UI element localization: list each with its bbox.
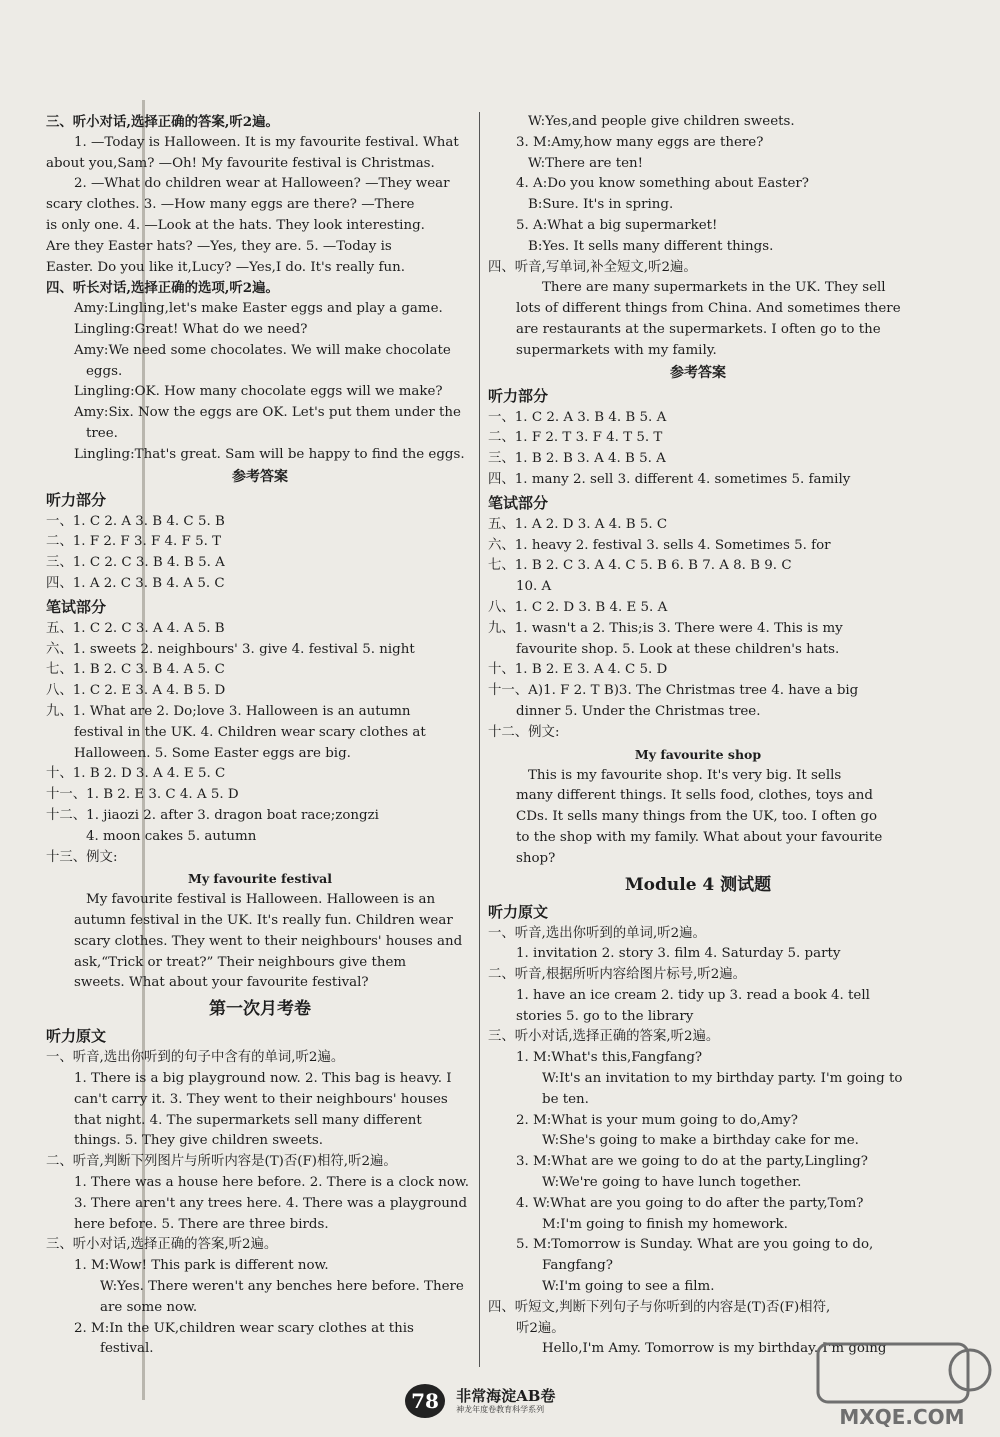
page-number: 78 xyxy=(405,1384,445,1418)
series-subtitle: 神龙年度卷教育科学系列 xyxy=(456,1405,545,1414)
right-line: dinner 5. Under the Christmas tree. xyxy=(516,703,761,719)
right-line: 10. A xyxy=(516,579,552,595)
right-line: 3. M:What are we going to do at the party,Lingling? xyxy=(516,1154,868,1170)
right-line: 九、1. wasn't a 2. This;is 3. There were 4. This is my xyxy=(488,620,843,636)
right-line: 笔试部分 xyxy=(488,493,549,512)
left-line: are some now. xyxy=(100,1299,198,1315)
right-line: W:I'm going to see a film. xyxy=(542,1279,715,1295)
left-line: things. 5. They give children sweets. xyxy=(74,1133,323,1149)
right-line: stories 5. go to the library xyxy=(516,1008,694,1024)
left-line: 4. moon cakes 5. autumn xyxy=(86,828,257,844)
right-line: many different things. It sells food, clothes, toys and xyxy=(516,788,873,804)
right-line: Fangfang? xyxy=(542,1258,613,1274)
left-line: ask,“Trick or treat?” Their neighbours give them xyxy=(74,954,407,970)
right-line: shop? xyxy=(516,850,556,866)
right-line: 七、1. B 2. C 3. A 4. C 5. B 6. B 7. A 8. B 9. C xyxy=(488,558,792,574)
right-line: 一、1. C 2. A 3. B 4. B 5. A xyxy=(488,409,667,425)
left-line: 一、听音,选出你听到的句子中含有的单词,听2遍。 xyxy=(46,1050,345,1066)
right-line: W:We're going to have lunch together. xyxy=(542,1175,802,1191)
right-line: 4. A:Do you know something about Easter? xyxy=(516,176,809,192)
right-line: favourite shop. 5. Look at these children's hats. xyxy=(516,641,840,657)
left-line: W:Yes. There weren't any benches here before. There xyxy=(100,1279,464,1295)
left-line: tree. xyxy=(86,425,118,441)
left-line: can't carry it. 3. They went to their neighbours' houses xyxy=(74,1091,448,1107)
left-line: 3. There aren't any trees here. 4. There was a playground xyxy=(74,1195,468,1211)
left-line: festival in the UK. 4. Children wear scary clothes at xyxy=(74,724,426,740)
right-line: W:It's an invitation to my birthday party. I'm going to xyxy=(542,1071,903,1087)
right-line: be ten. xyxy=(542,1091,589,1107)
right-line: My favourite shop xyxy=(634,746,762,762)
left-line: Amy:Lingling,let's make Easter eggs and play a game. xyxy=(74,301,443,317)
left-line: My favourite festival xyxy=(187,871,333,887)
left-line: 1. There was a house here before. 2. There is a clock now. xyxy=(74,1175,470,1191)
right-line: 二、听音,根据所听内容给图片标号,听2遍。 xyxy=(488,967,747,983)
right-line: lots of different things from China. And sometimes there xyxy=(516,301,901,317)
left-line: 1. —Today is Halloween. It is my favourite festival. What xyxy=(74,134,459,150)
right-line: 参考答案 xyxy=(670,364,726,381)
right-line: 1. M:What's this,Fangfang? xyxy=(516,1050,703,1066)
right-line: This is my favourite shop. It's very big. It sells xyxy=(528,767,842,783)
left-line: My favourite festival is Halloween. Halloween is an xyxy=(86,892,436,908)
right-line: 三、听小对话,选择正确的答案,听2遍。 xyxy=(488,1029,720,1045)
right-line: 十、1. B 2. E 3. A 4. C 5. D xyxy=(488,662,668,678)
series-title: 非常海淀AB卷 xyxy=(456,1387,556,1405)
left-line: 十一、1. B 2. E 3. C 4. A 5. D xyxy=(46,787,239,803)
right-line: 十二、例文: xyxy=(488,724,560,740)
left-line: Lingling:That's great. Sam will be happy to find the eggs. xyxy=(74,446,465,462)
left-line: 1. M:Wow! This park is different now. xyxy=(74,1258,329,1274)
left-line: Lingling:OK. How many chocolate eggs will we make? xyxy=(74,384,443,400)
left-line: Amy:We need some chocolates. We will make chocolate xyxy=(74,342,451,358)
watermark-badge xyxy=(950,1350,990,1390)
right-line: 四、1. many 2. sell 3. different 4. sometimes 5. family xyxy=(488,471,851,487)
right-line: 4. W:What are you going to do after the party,Tom? xyxy=(516,1195,864,1211)
left-line: 第一次月考卷 xyxy=(209,999,311,1020)
watermark-text: MXQE.COM xyxy=(839,1405,965,1429)
left-line: 2. —What do children wear at Halloween? —They wear xyxy=(74,176,450,192)
watermark-logo xyxy=(812,1340,992,1432)
left-line: Amy:Six. Now the eggs are OK. Let's put them under the xyxy=(74,405,461,421)
left-line: 三、听小对话,选择正确的答案,听2遍。 xyxy=(46,114,279,130)
left-line: 十、1. B 2. D 3. A 4. E 5. C xyxy=(46,766,226,782)
right-line: B:Sure. It's in spring. xyxy=(528,197,674,213)
right-line: 四、听短文,判断下列句子与你听到的内容是(T)否(F)相符, xyxy=(488,1299,831,1315)
left-line: 听力原文 xyxy=(46,1027,107,1046)
left-line: eggs. xyxy=(86,363,123,379)
right-line: 十一、A)1. F 2. T B)3. The Christmas tree 4. have a big xyxy=(488,683,859,699)
left-line: 四、听长对话,选择正确的选项,听2遍。 xyxy=(46,280,279,297)
right-line: 一、听音,选出你听到的单词,听2遍。 xyxy=(488,925,706,941)
left-line: 一、1. C 2. A 3. B 4. C 5. B xyxy=(46,513,225,529)
right-line: Module 4 测试题 xyxy=(624,874,772,895)
right-line: There are many supermarkets in the UK. They sell xyxy=(542,280,886,296)
column-divider xyxy=(479,112,480,1367)
left-line: scary clothes. They went to their neighbours' houses and xyxy=(74,933,463,949)
left-line: Easter. Do you like it,Lucy? —Yes,I do. It's really fun. xyxy=(46,259,405,275)
series-label xyxy=(456,1387,555,1415)
right-line: 八、1. C 2. D 3. B 4. E 5. A xyxy=(488,599,668,615)
left-line: 十三、例文: xyxy=(46,849,118,865)
left-line: 听力部分 xyxy=(46,490,107,509)
left-line: 八、1. C 2. E 3. A 4. B 5. D xyxy=(46,683,226,699)
right-line: 二、1. F 2. T 3. F 4. T 5. T xyxy=(488,430,663,446)
left-line: 七、1. B 2. C 3. B 4. A 5. C xyxy=(46,662,225,678)
right-column xyxy=(488,112,908,1360)
left-line: 三、1. C 2. C 3. B 4. B 5. A xyxy=(46,555,225,571)
right-line: 1. invitation 2. story 3. film 4. Saturday 5. party xyxy=(516,946,841,962)
right-line: 5. A:What a big supermarket! xyxy=(516,217,718,233)
right-line: 2. M:What is your mum going to do,Amy? xyxy=(516,1112,798,1128)
left-line: 参考答案 xyxy=(232,468,288,485)
left-line: 六、1. sweets 2. neighbours' 3. give 4. festival 5. night xyxy=(46,641,415,657)
right-line: 5. M:Tomorrow is Sunday. What are you going to do, xyxy=(516,1237,874,1253)
right-line: to the shop with my family. What about your favourite xyxy=(516,829,883,845)
left-line: that night. 4. The supermarkets sell many different xyxy=(74,1112,422,1128)
right-line: 听力原文 xyxy=(488,902,549,921)
left-line: 笔试部分 xyxy=(46,597,107,616)
left-column xyxy=(46,112,474,1360)
left-line: festival. xyxy=(100,1341,154,1357)
right-line: Hello,I'm Amy. Tomorrow is my birthday. I'm going xyxy=(542,1341,887,1357)
left-line: 四、1. A 2. C 3. B 4. A 5. C xyxy=(46,575,225,591)
watermark-frame xyxy=(818,1344,968,1402)
left-line: Halloween. 5. Some Easter eggs are big. xyxy=(74,745,351,761)
right-line: W:There are ten! xyxy=(528,155,644,171)
left-line: 五、1. C 2. C 3. A 4. A 5. B xyxy=(46,620,225,636)
left-line: 三、听小对话,选择正确的答案,听2遍。 xyxy=(46,1237,278,1253)
left-line: 九、1. What are 2. Do;love 3. Halloween is an autumn xyxy=(46,703,411,719)
right-line: W:She's going to make a birthday cake for me. xyxy=(542,1133,859,1149)
left-line: sweets. What about your favourite festival? xyxy=(74,975,369,991)
right-line: 三、1. B 2. B 3. A 4. B 5. A xyxy=(488,451,666,467)
right-line: 3. M:Amy,how many eggs are there? xyxy=(516,134,764,150)
right-line: CDs. It sells many things from the UK, too. I often go xyxy=(516,809,878,825)
left-line: autumn festival in the UK. It's really fun. Children wear xyxy=(74,913,453,929)
left-line: about you,Sam? —Oh! My favourite festival is Christmas. xyxy=(46,155,435,171)
left-line: 2. M:In the UK,children wear scary clothes at this xyxy=(74,1320,414,1336)
right-line: 四、听音,写单词,补全短文,听2遍。 xyxy=(488,259,697,275)
left-line: scary clothes. 3. —How many eggs are there? —There xyxy=(46,197,415,213)
right-line: are restaurants at the supermarkets. I often go to the xyxy=(516,321,881,337)
left-line: 二、听音,判断下列图片与所听内容是(T)否(F)相符,听2遍。 xyxy=(46,1154,397,1170)
right-line: supermarkets with my family. xyxy=(516,342,717,358)
right-line: W:Yes,and people give children sweets. xyxy=(528,114,795,129)
page-footer xyxy=(405,1384,555,1418)
left-line: 十二、1. jiaozi 2. after 3. dragon boat race;zongzi xyxy=(46,807,379,823)
left-line: here before. 5. There are three birds. xyxy=(74,1216,329,1232)
right-line: 五、1. A 2. D 3. A 4. B 5. C xyxy=(488,516,668,532)
right-line: M:I'm going to finish my homework. xyxy=(542,1216,788,1232)
right-line: B:Yes. It sells many different things. xyxy=(528,238,774,254)
right-line: 听力部分 xyxy=(488,386,549,405)
left-line: Lingling:Great! What do we need? xyxy=(74,321,308,337)
right-line: 1. have an ice cream 2. tidy up 3. read a book 4. tell xyxy=(516,987,870,1003)
left-line: Are they Easter hats? —Yes, they are. 5. —Today is xyxy=(46,238,392,254)
left-line: is only one. 4. —Look at the hats. They look interesting. xyxy=(46,217,425,233)
left-line: 1. There is a big playground now. 2. This bag is heavy. I xyxy=(74,1071,452,1087)
right-line: 听2遍。 xyxy=(516,1320,565,1336)
left-line: 二、1. F 2. F 3. F 4. F 5. T xyxy=(46,534,222,550)
right-line: 六、1. heavy 2. festival 3. sells 4. Sometimes 5. for xyxy=(488,537,831,553)
